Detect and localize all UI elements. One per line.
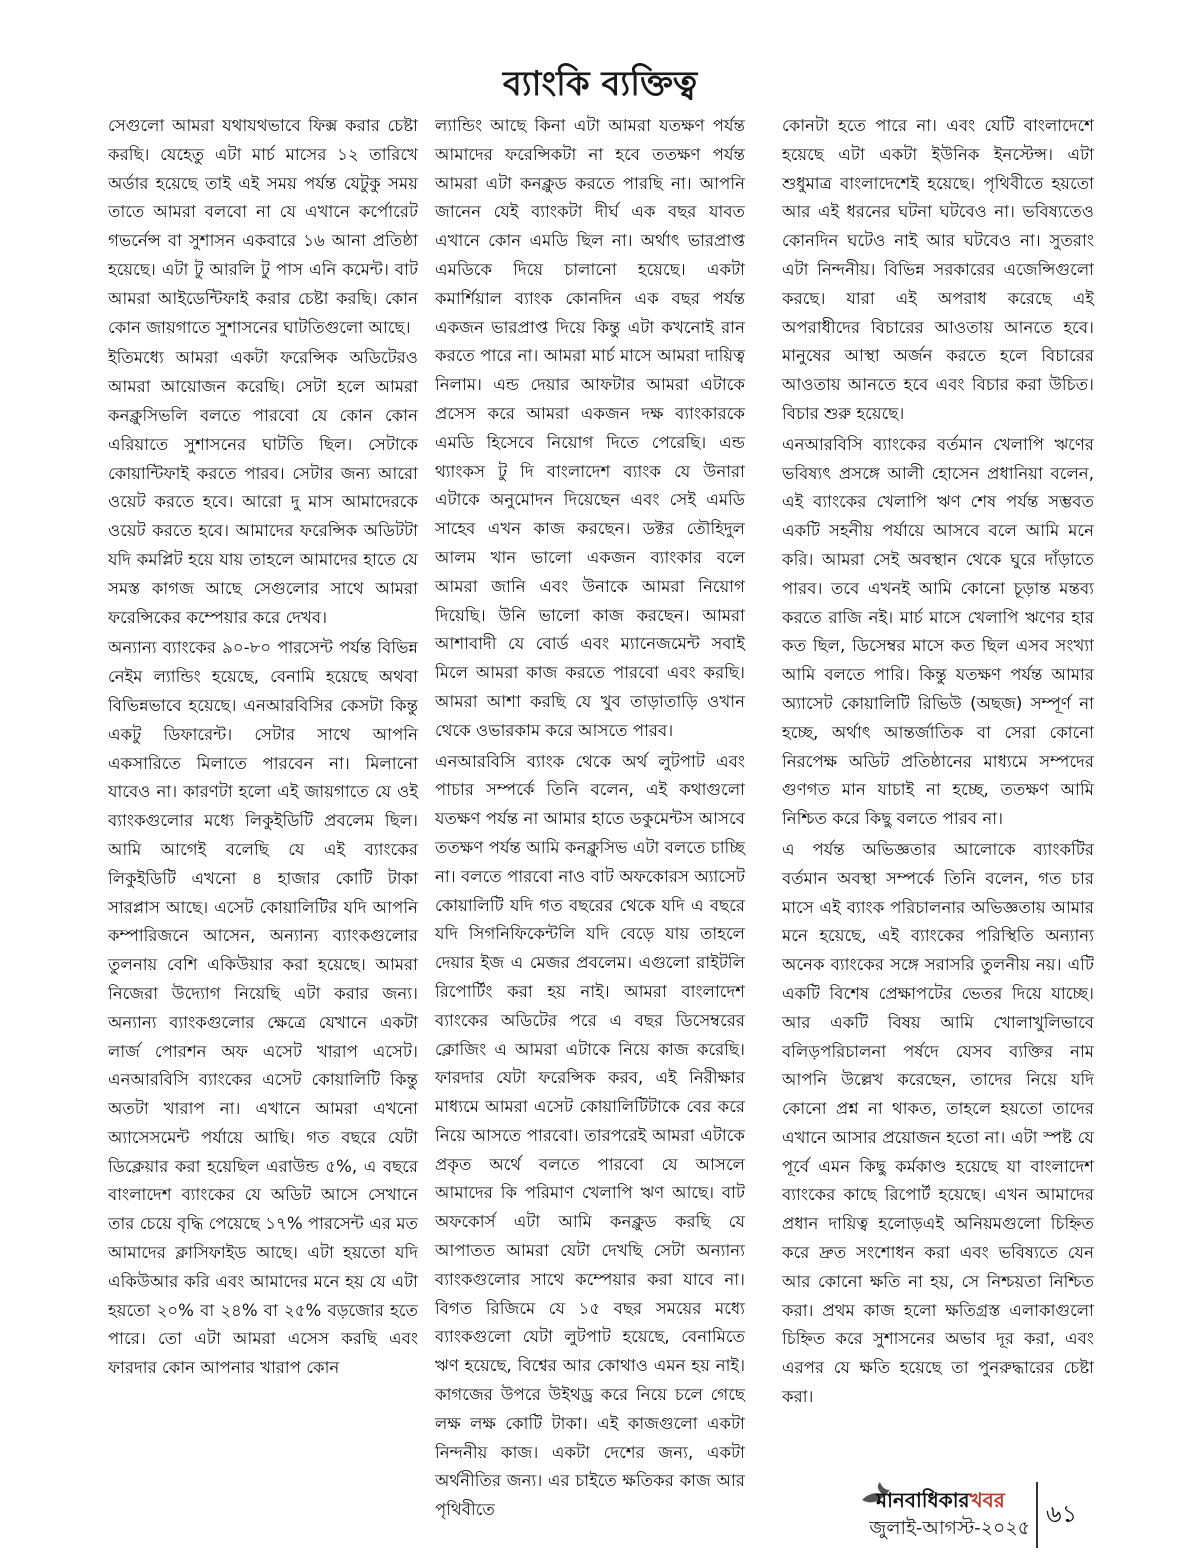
paragraph: ইতিমধ্যে আমরা একটা ফরেন্সিক অডিটেরও আমরা আয়োজন করেছি। সেটা হলে আমরা কনক্লুসিভলি বলতে পারবো যে কোন কোন এরিয়াতে সুশাসনের ঘাটতি ছিল। সেটাকে কোয়ান্টিফাই করতে পারব। সেটার জন্য আরো ওয়েট করতে হবে। আরো দু মাস আমাদেরকে ওয়েট করতে হবে। আমাদের ফরেন্সিক অডিটটা যদি কমপ্লিট হয়ে যায় তাহলে আমাদের হাতে যে সমস্ত কাগজ আছে সেগুলোর সাথে আমরা ফরেন্সিকের কম্পেয়ার করে দেখব।: [108, 348, 418, 627]
paragraph: ল্যান্ডিং আছে কিনা এটা আমরা যতক্ষণ পর্যন্ত আমাদের ফরেন্সিকটা না হবে ততক্ষণ পর্যন্ত আমরা এটা কনক্লুড করতে পারছি না। আপনি জানেন যেই ব্যাংকটা দীর্ঘ এক বছর যাবত এখানে কোন এমডি ছিল না। অর্থাৎ ভারপ্রাপ্ত এমডিকে দিয়ে চালানো হয়েছে। একটা কমার্শিয়াল ব্যাংক কোনদিন এক বছর পর্যন্ত একজন ভারপ্রাপ্ত দিয়ে কিন্তু এটা কখনোই রান করতে পারে না। আমরা মার্চ মাসে আমরা দায়িত্ব নিলাম। এন্ড দেয়ার আফটার আমরা এটাকে প্রসেস করে আমরা একজন দক্ষ ব্যাংকারকে এমডি হিসেবে নিয়োগ দিতে পেরেছি। এন্ড থ্যাংকস টু দি বাংলাদেশ ব্যাংক যে উনারা এটাকে অনুমোদন দিয়েছেন এবং সেই এমডি সাহেব এখন কাজ করছেন। ডক্টর তৌহিদুল আলম খান ভালো একজন ব্যাংকার বলে আমরা জানি এবং উনাকে আমরা নিয়োগ দিয়েছি। উনি ভালো কাজ করছেন। আমরা আশাবাদী যে বোর্ড এবং ম্যানেজমেন্ট সবাই মিলে আমরা কাজ করতে পারবো এবং করছি। আমরা আশা করছি যে খুব তাড়াতাড়ি ওখান থেকে ওভারকাম করে আসতে পারব।: [435, 116, 745, 740]
page-number: ৬১: [1046, 1500, 1078, 1528]
section-title: ব্যাংকি ব্যক্তিত্ব: [502, 64, 698, 104]
article-column-1: [108, 112, 418, 1482]
article-column-3: [782, 112, 1094, 1482]
paragraph: এনআরবিসি ব্যাংক থেকে অর্থ লুটপাট এবং পাচার সম্পর্কে তিনি বলেন, এই কথাগুলো যতক্ষণ পর্যন্ত না আমার হাতে ডকুমেন্টস আসবে ততক্ষণ পর্যন্ত আমি কনক্লুসিভ এটা বলতে চাচ্ছি না। বলতে পারবো নাও বাট অফকোরস অ্যাসেট কোয়ালিটি যদি গত বছরের থেকে যদি এ বছরে যদি সিগনিফিকেন্টলি যদি বেড়ে যায় তাহলে দেয়ার ইজ এ মেজর প্রবলেম। এগুলো রাইটলি রিপোর্টিং করা হয় নাই। আমরা বাংলাদেশ ব্যাংকের অডিটের পরে এ বছর ডিসেম্বরের ক্লোজিং এ আমরা এটাকে নিয়ে কাজ করেছি। ফারদার যেটা ফরেন্সিক করব, এই নিরীক্ষার মাধ্যমে আমরা এসেট কোয়ালিটিটাকে বের করে নিয়ে আসতে পারবো। তারপরেই আমরা এটাকে প্রকৃত অর্থে বলতে পারবো যে আসলে আমাদের কি পরিমাণ খেলাপি ঋণ আছে। বাট অফকোর্স এটা আমি কনক্লুড করছি যে আপাতত আমরা যেটা দেখছি সেটা অন্যান্য ব্যাংকগুলোর সাথে কম্পেয়ার করা যাবে না। বিগত রিজিমে যে ১৫ বছর সময়ের মধ্যে ব্যাংকগুলো যেটা লুটপাট হয়েছে, বেনামিতে ঋণ হয়েছে, বিশ্বের আর কোথাও এমন হয় নাই। কাগজের উপরে উইথড্র করে নিয়ে চলে গেছে লক্ষ লক্ষ কোটি টাকা। এই কাজগুলো একটা নিন্দনীয় কাজ। একটা দেশের জন্য, একটা অর্থনীতির জন্য। এর চাইতে ক্ষতিকর কাজ আর পৃথিবীতে: [435, 751, 745, 1520]
article-column-2: [435, 112, 745, 1520]
paragraph: এনআরবিসি ব্যাংকের বর্তমান খেলাপি ঋণের ভবিষ্যৎ প্রসঙ্গে আলী হোসেন প্রধানিয়া বলেন, এই ব্যাংকের খেলাপি ঋণ শেষ পর্যন্ত সম্ভবত একটি সহনীয় পর্যায়ে আসবে বলে আমি মনে করি। আমরা সেই অবস্থান থেকে ঘুরে দাঁড়াতে পারব। তবে এখনই আমি কোনো চূড়ান্ত মন্তব্য করতে রাজি নই। মার্চ মাসে খেলাপি ঋণের হার কত ছিল, ডিসেম্বর মাসে কত ছিল এসব সংখ্যা আমি বলতে পারি। কিন্তু যতক্ষণ পর্যন্ত আমার অ্যাসেট কোয়ালিটি রিভিউ (অছজ) সম্পূর্ণ না হচ্ছে, অর্থাৎ আন্তর্জাতিক বা সেরা কোনো নিরপেক্ষ অডিট প্রতিষ্ঠানের মাধ্যমে সম্পদের গুণগত মান যাচাই না হচ্ছে, ততক্ষণ আমি নিশ্চিত করে কিছু বলতে পারব না।: [782, 434, 1094, 829]
brand-accent: খবর: [969, 1488, 1005, 1512]
paragraph: এ পর্যন্ত অভিজ্ঞতার আলোকে ব্যাংকটির বর্তমান অবস্থা সম্পর্কে তিনি বলেন, গত চার মাসে এই ব্যাংক পরিচালনার অভিজ্ঞতায় আমার মনে হয়েছে, এই ব্যাংকের পরিস্থিতি অন্যান্য অনেক ব্যাংকের সঙ্গে সরাসরি তুলনীয় নয়। এটি একটি বিশেষ প্রেক্ষাপটের ভেতর দিয়ে যাচ্ছে। আর একটি বিষয় আমি খোলাখুলিভাবে বলিড়পরিচালনা পর্ষদে যেসব ব্যক্তির নাম আপনি উল্লেখ করেছেন, তাদের নিয়ে যদি কোনো প্রশ্ন না থাকত, তাহলে হয়তো তাদের এখানে আসার প্রয়োজন হতো না। এটা স্পষ্ট যে পূর্বে এমন কিছু কর্মকাণ্ড হয়েছে যা বাংলাদেশ ব্যাংকের কাছে রিপোর্ট হয়েছে। এখন আমাদের প্রধান দায়িত্ব হলোড়এই অনিয়মগুলো চিহ্নিত করে দ্রুত সংশোধন করা এবং ভবিষ্যতে যেন আর কোনো ক্ষতি না হয়, সে নিশ্চয়তা নিশ্চিত করা। প্রথম কাজ হলো ক্ষতিগ্রস্ত এলাকাগুলো চিহ্নিত করে সুশাসনের অভাব দূর করা, এবং এরপর যে ক্ষতি হয়েছে তা পুনরুদ্ধারের চেষ্টা করা।: [782, 839, 1094, 1407]
brand-main: মানবাধিকার: [876, 1488, 970, 1512]
footer-divider: [1036, 1482, 1038, 1548]
paragraph: কোনটা হতে পারে না। এবং যেটি বাংলাদেশে হয়েছে এটা একটা ইউনিক ইনস্টেন্স। এটা শুধুমাত্র বাংলাদেশেই হয়েছে। পৃথিবীতে হয়তো আর এই ধরনের ঘটনা ঘটবেও না। ভবিষ্যতেও কোনদিন ঘটেও নাই আর ঘটবেও না। সুতরাং এটা নিন্দনীয়। বিভিন্ন সরকারের এজেন্সিগুলো করছে। যারা এই অপরাধ করেছে এই অপরাধীদের বিচারের আওতায় আনতে হবে। মানুষের আস্থা অর্জন করতে হলে বিচারের আওতায় আনতে হবে এবং বিচার করা উচিত। বিচার শুরু হয়েছে।: [782, 116, 1094, 423]
paragraph: অন্যান্য ব্যাংকের ৯০-৮০ পারসেন্ট পর্যন্ত বিভিন্ন নেইম ল্যান্ডিং হয়েছে, বেনামি হয়েছে অথবা বিভিন্নভাবে হয়েছে। এনআরবিসির কেসটা কিন্তু একটু ডিফারেন্ট। সেটার সাথে আপনি একসারিতে মিলাতে পারবেন না। মিলানো যাবেও না। কারণটা হলো এই জায়গাতে যে ওই ব্যাংকগুলোর মধ্যে লিকুইডিটি প্রবলেম ছিল। আমি আগেই বলেছি যে এই ব্যাংকের লিকুইডিটি এখনো ৪ হাজার কোটি টাকা সারপ্লাস আছে। এসেট কোয়ালিটির যদি আপনি কম্পারিজনে আসেন, অন্যান্য ব্যাংকগুলোর তুলনায় বেশি একিউয়ার করা হয়েছে। আমরা নিজেরা উদ্যোগ নিয়েছি এটা করার জন্য। অন্যান্য ব্যাংকগুলোর ক্ষেত্রে যেখানে একটা লার্জ পোরশন অফ এসেট খারাপ এসেট। এনআরবিসি ব্যাংকের এসেট কোয়ালিটি কিন্তু অতটা খারাপ না। এখানে আমরা এখনো অ্যাসেসমেন্ট পর্যায়ে আছি। গত বছরে যেটা ডিক্লেয়ার করা হয়েছিল এরাউন্ড ৫%, এ বছরে বাংলাদেশ ব্যাংকের যে অডিট আসে সেখানে তার চেয়ে বৃদ্ধি পেয়েছে ১৭% পারসেন্ট এর মত আমাদের ক্লাসিফাইড আছে। এটা হয়তো যদি একিউআর করি এবং আমাদের মনে হয় যে এটা হয়তো ২০% বা ২৪% বা ২৫% বড়জোর হতে পারে। তো এটা আমরা এসেস করছি এবং ফারদার কোন আপনার খারাপ কোন: [108, 638, 418, 1378]
paragraph: সেগুলো আমরা যথাযথভাবে ফিক্স করার চেষ্টা করছি। যেহেতু এটা মার্চ মাসের ১২ তারিখে অর্ডার হয়েছে তাই এই সময় পর্যন্ত যেটুকু সময় তাতে আমরা বলবো না যে এখানে কর্পোরেট গভর্নেন্স বা সুশাসন একবারে ১৬ আনা প্রতিষ্ঠা হয়েছে। এটা টু আরলি টু পাস এনি কমেন্ট। বাট আমরা আইডেন্টিফাই করার চেষ্টা করছি। কোন কোন জায়গাতে সুশাসনের ঘাটতিগুলো আছে।: [108, 116, 418, 337]
issue-date: জুলাই-আগস্ট-২০২৫: [869, 1517, 1030, 1539]
